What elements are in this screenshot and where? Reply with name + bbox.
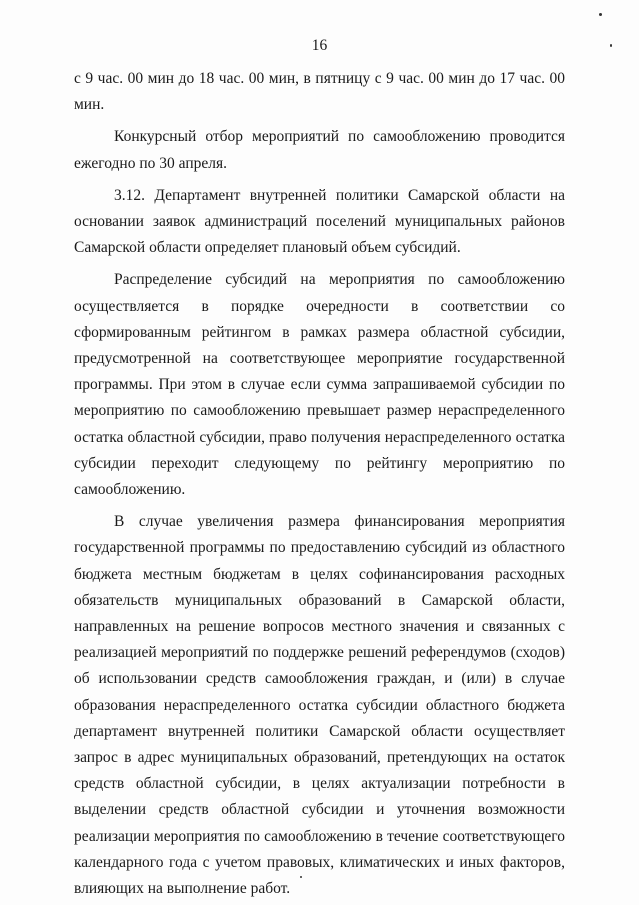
page-number: 16 bbox=[311, 37, 328, 54]
paragraph-section-3-12: 3.12. Департамент внутренней политики Самарской области на основании заявок администраций поселений муниципальных районов Самарской области определяет плановый объем субсидий. bbox=[74, 186, 565, 257]
scan-speck bbox=[599, 13, 602, 16]
paragraph-financing-increase: В случае увеличения размера финансирования мероприятия государственной программы по предоставлению субсидий из областного бюджета местным бюджетам в целях софинансирования расходных обязательств муниципальных образований в Самарской области, направленных на решение вопросов местного значения и связанных с реализацией мероприятий по поддержке решений референдумов (сходов) об использовании средств самообложения граждан, и (или) в случае образования нераспределенного остатка субсидии областного бюджета департамент внутренней политики Самарской области осуществляет запрос в адрес муниципальных образований, претендующих на остаток средств областной субсидии, в целях актуализации потребности в выделении средств областной субсидии и уточнения возможности реализации мероприятия по самообложению в течение соответствующего календарного года с учетом правовых, климатических и иных факторов, влияющих на выполнение работ. bbox=[74, 513, 565, 898]
paragraph-subsidy-distribution: Распределение субсидий на мероприятия по самообложению осуществляется в порядке очередности в соответствии со сформированным рейтингом в рамках размера областной субсидии, предусмотренной на соответствующее мероприятие государственной программы. При этом в случае если сумма запрашиваемой субсидии по мероприятию по самообложению превышает размер нераспределенного остатка областной субсидии, право получения нераспределенного остатка субсидии переходит следующему по рейтингу мероприятию по самообложению. bbox=[74, 271, 565, 499]
scan-speck bbox=[610, 44, 612, 47]
document-body bbox=[74, 66, 565, 902]
paragraph-competitive-selection: Конкурсный отбор мероприятий по самообложению проводится ежегодно по 30 апреля. bbox=[74, 128, 565, 172]
paragraph-working-hours-continuation: с 9 час. 00 мин до 18 час. 00 мин, в пятницу с 9 час. 00 мин до 17 час. 00 мин. bbox=[74, 70, 565, 114]
scan-speck bbox=[300, 876, 302, 878]
